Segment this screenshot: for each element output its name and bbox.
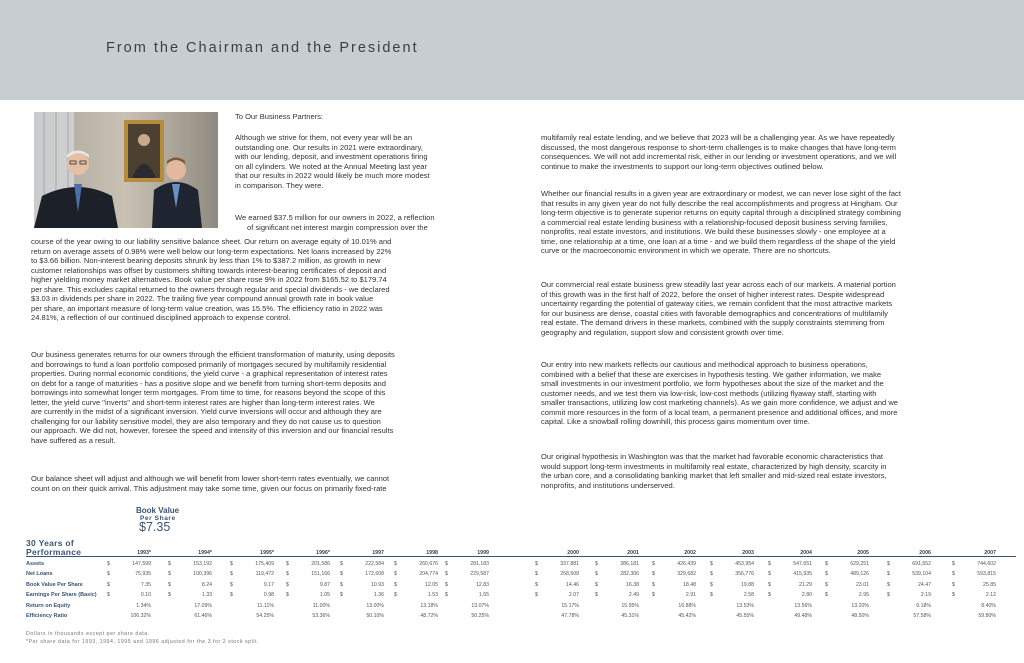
table-cell: 12.05: [425, 582, 438, 588]
dollar-sign: $: [535, 592, 538, 598]
table-cell: 744,602: [977, 561, 996, 567]
letter-paragraph-2: [31, 237, 501, 323]
table-cell: 282,306: [620, 571, 639, 577]
row-label: Assets: [26, 561, 45, 567]
letter-line: that our results in 2022 would likely be much more modest: [235, 171, 430, 181]
table-cell: 7.35: [140, 582, 151, 588]
column-header: 2000: [567, 550, 579, 556]
table-cell: 337,881: [560, 561, 579, 567]
table-cell: 9.87: [319, 582, 330, 588]
dollar-sign: $: [394, 561, 397, 567]
dollar-sign: $: [887, 582, 890, 588]
table-cell: 48.72%: [420, 613, 438, 619]
letter-line: for our business are dense, coastal cities with favorable demographics and concentrations of multifamily: [541, 308, 888, 318]
table-cell: 13.00%: [366, 603, 384, 609]
dollar-sign: $: [230, 582, 233, 588]
executives-photo-illustration: [34, 112, 218, 228]
row-label: Efficiency Ratio: [26, 613, 68, 619]
dollar-sign: $: [952, 561, 955, 567]
dollar-sign: $: [652, 592, 655, 598]
letter-line: multifamily real estate lending, and we believe that 2023 will be a challenging year. As we have repeatedly: [541, 133, 895, 142]
table-cell: 229,587: [470, 571, 489, 577]
letter-paragraph-r1: [541, 133, 1011, 171]
table-cell: 21.29: [799, 582, 812, 588]
letter-line: count on on their quick arrival. This adjustment may take some time, given our focus on primarily fixed-rate: [31, 483, 387, 493]
book-value-label-line: Book Value: [136, 506, 180, 515]
dollar-sign: $: [652, 571, 655, 577]
table-cell: 151,166: [311, 571, 330, 577]
table-cell: 106.32%: [130, 613, 151, 619]
dollar-sign: $: [286, 592, 289, 598]
column-header: 2003: [742, 550, 754, 556]
letter-line: of this growth was in the first half of 2022, before the onset of higher interest rates. Despite widespread: [541, 289, 885, 299]
letter-line: Our entry into new markets reflects our cautious and methodical approach to business operations,: [541, 360, 868, 369]
column-header: 1994*: [198, 550, 212, 556]
dollar-sign: $: [595, 561, 598, 567]
letter-line: Whether our financial results in a given year are extraordinary or modest, we can never lose sight of the fact: [541, 189, 901, 198]
dollar-sign: $: [230, 592, 233, 598]
column-header: 1995*: [260, 550, 274, 556]
row-label: Net Loans: [26, 571, 53, 577]
letter-line: curve or the macroeconomic environment in which we operate. There are no shortcuts.: [541, 246, 831, 256]
dollar-sign: $: [394, 592, 397, 598]
table-cell: 175,409: [255, 561, 274, 567]
row-label: Book Value Per Share: [26, 582, 83, 588]
table-cell: 201,586: [311, 561, 330, 567]
letter-line: Although we strive for them, not every year will be an: [235, 133, 413, 142]
letter-line: of significant net interest margin compression over the: [247, 222, 428, 232]
table-cell: 204,774: [419, 571, 438, 577]
letter-line: would support long-term investments in multifamily real estate, characterized by high density, scarcity in: [541, 461, 887, 471]
table-cell: 15.17%: [561, 603, 579, 609]
table-cell: 0.10: [140, 592, 151, 598]
table-cell: 11.00%: [312, 603, 330, 609]
letter-line: nonprofits, and institutions underserved.: [541, 480, 675, 490]
table-cell: 2.80: [801, 592, 812, 598]
letter-line: Our business generates returns for our owners through the efficient transformation of maturity, using deposits: [31, 350, 395, 359]
table-cell: 11.11%: [257, 603, 274, 609]
table-cell: 2.07: [568, 592, 579, 598]
table-cell: 24.47: [918, 582, 931, 588]
table-cell: 15.95%: [621, 603, 639, 609]
letter-line: return on average assets of 0.98% were well below our long-term expectations. Net loans increased by 22%: [31, 246, 392, 256]
table-cell: 61.46%: [194, 613, 212, 619]
table-cell: 453,954: [735, 561, 754, 567]
table-cell: 2.91: [685, 592, 696, 598]
letter-line: higher yielding money market alternatives. Book value per share rose 9% in 2022 from $165.52 to $179.74: [31, 275, 387, 285]
dollar-sign: $: [710, 592, 713, 598]
dollar-sign: $: [535, 561, 538, 567]
table-cell: 10.93: [371, 582, 384, 588]
column-header: 1993*: [137, 550, 151, 556]
dollar-sign: $: [340, 561, 343, 567]
dollar-sign: $: [230, 561, 233, 567]
letter-line: challenging for our liability sensitive model, they are also temporary and they do not cause us to question: [31, 416, 381, 426]
dollar-sign: $: [710, 561, 713, 567]
dollar-sign: $: [652, 582, 655, 588]
table-cell: 119,472: [255, 571, 274, 577]
book-value-label-line: Per Share: [140, 515, 176, 522]
column-header: 2005: [857, 550, 869, 556]
dollar-sign: $: [535, 571, 538, 577]
dollar-sign: $: [394, 582, 397, 588]
table-title-line: 30 Years of: [26, 538, 75, 548]
page-title: From the Chairman and the President: [106, 40, 419, 56]
column-header: 2001: [627, 550, 639, 556]
letter-line: properties. During normal economic conditions, the yield curve - a graphical representation of interest rates: [31, 369, 388, 379]
table-cell: 17.09%: [194, 603, 212, 609]
letter-paragraph-r2: [541, 189, 1011, 256]
letter-line: commit more resources in the form of a local team, a permanent presence and additional offices, and more: [541, 407, 898, 417]
letter-paragraph-1: [235, 133, 495, 190]
table-cell: 8.24: [201, 582, 212, 588]
dollar-sign: $: [535, 582, 538, 588]
letter-line: smaller transactions, utilizing low cost marketing channels). As we gain more confidence, we adjust and we: [541, 398, 898, 408]
letter-line: small investments in our investment portfolio, we form hypotheses about the size of the market and the: [541, 379, 884, 389]
table-cell: 14.46: [566, 582, 579, 588]
table-cell: 13.07%: [471, 603, 489, 609]
letter-salutation: To Our Business Partners:: [235, 112, 324, 121]
table-cell: 50.10%: [366, 613, 384, 619]
dollar-sign: $: [168, 592, 171, 598]
letter-line: with our lending, deposit, and investment operations firing: [235, 152, 428, 162]
dollar-sign: $: [107, 592, 110, 598]
column-header: 2007: [984, 550, 996, 556]
table-cell: 1.34%: [136, 603, 151, 609]
table-cell: 9.17: [263, 582, 274, 588]
letter-line: in comparison. They were.: [235, 180, 324, 190]
dollar-sign: $: [887, 592, 890, 598]
letter-line: to $3.66 billion. Non-interest bearing deposits shrunk by less than 1% to $387.2 million, as growth in new: [31, 256, 381, 266]
row-label: Earnings Per Share (Basic): [26, 592, 97, 598]
dollar-sign: $: [710, 571, 713, 577]
table-cell: 547,651: [793, 561, 812, 567]
table-cell: 54.25%: [256, 613, 274, 619]
letter-line: long-term objective is to generate superior returns on equity capital through a disciplined strategy combining: [541, 208, 901, 218]
dollar-sign: $: [768, 582, 771, 588]
table-cell: 2.12: [985, 592, 996, 598]
letter-line: Our original hypothesis in Washington was that the market had favorable economic characteristics that: [541, 452, 884, 461]
letter-paragraph-4: [31, 474, 501, 493]
table-cell: 1.53: [427, 592, 438, 598]
table-cell: 2.95: [858, 592, 869, 598]
table-cell: 2.19: [920, 592, 931, 598]
letter-line: real estate. The demand drivers in these markets, combined with the supply constraints stemming from: [541, 318, 885, 328]
table-cell: 45.42%: [678, 613, 696, 619]
dollar-sign: $: [768, 592, 771, 598]
table-cell: 13.56%: [794, 603, 812, 609]
executives-photo: [34, 112, 218, 228]
dollar-sign: $: [394, 571, 397, 577]
dollar-sign: $: [652, 561, 655, 567]
table-cell: 100,396: [193, 571, 212, 577]
letter-line: combined with a belief that these are exercises in hypothesis testing. We gather information, we make: [541, 369, 882, 379]
letter-paragraph-r5: [541, 452, 1011, 490]
letter-line: borrowings into somewhat longer term mortgages. From time to time, for reasons beyond the scope of this: [31, 388, 386, 398]
dollar-sign: $: [286, 561, 289, 567]
dollar-sign: $: [286, 571, 289, 577]
dollar-sign: $: [168, 571, 171, 577]
table-cell: 23.01: [856, 582, 869, 588]
letter-line: customer needs, and we test them via low-risk, low-cost methods (utilizing flyaway staff, starting with: [541, 388, 877, 398]
dollar-sign: $: [340, 592, 343, 598]
letter-line: customer relationships was offset by customers shifting towards interest-bearing certificates of deposit and: [31, 265, 387, 275]
dollar-sign: $: [595, 571, 598, 577]
table-cell: 629,251: [850, 561, 869, 567]
table-cell: 489,126: [850, 571, 869, 577]
table-cell: 75,935: [135, 571, 151, 577]
letter-line: letter, the yield curve "inverts" and short-term interest rates are higher than long-term interest rates. We: [31, 397, 375, 407]
table-footnote: *Per share data for 1993, 1994, 1995 and 1996 adjusted for the 3 for 2 stock split.: [26, 639, 259, 645]
table-cell: 12.83: [476, 582, 489, 588]
table-cell: 50.25%: [471, 613, 489, 619]
dollar-sign: $: [825, 592, 828, 598]
dollar-sign: $: [595, 592, 598, 598]
dollar-sign: $: [286, 582, 289, 588]
letter-line: Our balance sheet will adjust and although we will benefit from lower short-term rates eventually, we cannot: [31, 474, 390, 483]
table-cell: 147,599: [132, 561, 151, 567]
dollar-sign: $: [952, 571, 955, 577]
dollar-sign: $: [340, 582, 343, 588]
dollar-sign: $: [230, 571, 233, 577]
letter-line: $3.03 in dividends per share in 2022. The trailing five year compound annual growth rate in book value: [31, 294, 374, 304]
column-header: 2004: [800, 550, 812, 556]
dollar-sign: $: [445, 561, 448, 567]
column-header: 2006: [919, 550, 931, 556]
row-label: Return on Equity: [26, 603, 71, 609]
dollar-sign: $: [168, 582, 171, 588]
dollar-sign: $: [710, 582, 713, 588]
table-cell: 16.38: [626, 582, 639, 588]
table-cell: 691,652: [912, 561, 931, 567]
table-cell: 268,508: [560, 571, 579, 577]
dollar-sign: $: [445, 582, 448, 588]
letter-line: our approach. We did not, however, foresee the speed and intensity of this inversion and our financial results: [31, 426, 394, 436]
dollar-sign: $: [952, 592, 955, 598]
dollar-sign: $: [595, 582, 598, 588]
table-cell: 539,104: [912, 571, 931, 577]
letter-paragraph-r4: [541, 360, 1011, 427]
letter-line: capital. Like a snowball rolling downhill, this process gains momentum over time.: [541, 417, 810, 427]
letter-line: are currently in the midst of a significant inversion. Yield curve inversions will occur and although they are: [31, 407, 382, 417]
table-cell: 1.36: [373, 592, 384, 598]
dollar-sign: $: [825, 571, 828, 577]
table-cell: 329,682: [677, 571, 696, 577]
dollar-sign: $: [445, 571, 448, 577]
column-header: 1996*: [316, 550, 330, 556]
table-cell: 45.31%: [621, 613, 639, 619]
table-cell: 57.58%: [913, 613, 931, 619]
dollar-sign: $: [768, 571, 771, 577]
column-header: 1998: [426, 550, 438, 556]
dollar-sign: $: [340, 571, 343, 577]
letter-line: that results in any given year do not fully describe the real accomplishments and progress at Hingham. Our: [541, 198, 898, 208]
table-body: [26, 506, 1016, 656]
table-cell: 16.88%: [678, 603, 696, 609]
table-cell: 153,192: [193, 561, 212, 567]
letter-line: Our commercial real estate business grew steadily last year across each of our markets. A material portion: [541, 280, 896, 289]
letter-line: course of the year owing to our liability sensitive balance sheet. Our return on average equity of 10.01% and: [31, 237, 392, 246]
column-header: 1999: [477, 550, 489, 556]
dollar-sign: $: [768, 561, 771, 567]
letter-line: uncertainty regarding the potential of gateway cities, we remain confident that the most attractive markets: [541, 299, 893, 309]
table-cell: 386,181: [620, 561, 639, 567]
table-cell: 415,935: [793, 571, 812, 577]
table-footnote: Dollars in thousands except per share data.: [26, 631, 150, 637]
table-cell: 8.40%: [981, 603, 996, 609]
letter-line: on debt for a range of maturities - has a positive slope and we benefit from turning short-term deposits and: [31, 378, 386, 388]
table-cell: 53.36%: [312, 613, 330, 619]
letter-line: We earned $37.5 million for our owners in 2022, a reflection: [235, 213, 435, 222]
table-cell: 1.65: [478, 592, 489, 598]
letter-paragraph-2-top: [235, 213, 495, 232]
table-cell: 47.78%: [561, 613, 579, 619]
letter-line: on all cylinders. We noted at the Annual Meeting last year: [235, 161, 427, 171]
dollar-sign: $: [952, 582, 955, 588]
table-cell: 13.53%: [736, 603, 754, 609]
letter-line: have suffered as a result.: [31, 435, 116, 445]
table-cell: 1.05: [319, 592, 330, 598]
table-cell: 426,439: [677, 561, 696, 567]
table-cell: 18.48: [683, 582, 696, 588]
dollar-sign: $: [887, 571, 890, 577]
letter-line: continue to make the investments to support our long-term objectives outlined below.: [541, 161, 824, 171]
book-value-amount: $7.35: [139, 520, 171, 534]
table-cell: 260,676: [419, 561, 438, 567]
table-cell: 222,584: [365, 561, 384, 567]
letter-line: per share. This excludes capital returned to the owners through regular and special dividends - we declared: [31, 284, 390, 294]
table-cell: 48.50%: [851, 613, 869, 619]
table-cell: 593,815: [977, 571, 996, 577]
table-cell: 49.48%: [794, 613, 812, 619]
letter-line: consequences. We will not add incremental risk, either in our lending or investment operations, and we will: [541, 152, 897, 162]
page-header: [0, 0, 1024, 100]
performance-table: [26, 506, 1016, 656]
table-cell: 25.85: [983, 582, 996, 588]
table-cell: 356,776: [735, 571, 754, 577]
table-cell: 13.18%: [420, 603, 438, 609]
table-cell: 45.55%: [736, 613, 754, 619]
letter-line: nonprofits, real estate investors, and institutions. We build these businesses slowly - one employee at a: [541, 227, 886, 237]
letter-paragraph-3: [31, 350, 501, 445]
letter-line: the urban core, and a consolidating banking market that left smaller and mid-sized real estate investors,: [541, 471, 887, 481]
table-cell: 19.88: [741, 582, 754, 588]
dollar-sign: $: [107, 582, 110, 588]
dollar-sign: $: [107, 571, 110, 577]
table-cell: 2.58: [743, 592, 754, 598]
letter-line: discussed, the most dangerous response to short-term challenges is to make changes that have long-term: [541, 142, 896, 152]
table-title-line: Performance: [26, 546, 82, 557]
letter-line: per share, an important measure of long-term value creation, was 15.5%. The efficiency ratio in 2022 was: [31, 303, 383, 313]
letter-line: a commercial real estate lending business with a relationship-focused deposit business serving families,: [541, 217, 888, 227]
dollar-sign: $: [107, 561, 110, 567]
table-cell: 281,183: [470, 561, 489, 567]
table-cell: 13.20%: [851, 603, 869, 609]
table-cell: 0.98: [263, 592, 274, 598]
letter-line: outstanding one. Our results in 2021 were extraordinary,: [235, 142, 423, 152]
letter-line: time, one relationship at a time, one loan at a time - and we build them regardless of the shape of the yield: [541, 236, 896, 246]
letter-line: and borrowings to fund a loan portfolio composed primarily of mortgages secured by multifamily residential: [31, 359, 387, 369]
table-cell: 172,608: [365, 571, 384, 577]
dollar-sign: $: [825, 582, 828, 588]
letter-line: geography and regulation, support slow and consistent growth over time.: [541, 327, 784, 337]
table-cell: 9.18%: [916, 603, 931, 609]
column-header: 2002: [684, 550, 696, 556]
dollar-sign: $: [825, 561, 828, 567]
letter-line: 24.81%, a reflection of our continued disciplined approach to expense control.: [31, 313, 291, 323]
dollar-sign: $: [168, 561, 171, 567]
table-cell: 1.33: [201, 592, 212, 598]
table-cell: 2.49: [628, 592, 639, 598]
dollar-sign: $: [445, 592, 448, 598]
column-header: 1997: [372, 550, 384, 556]
table-cell: 59.80%: [978, 613, 996, 619]
dollar-sign: $: [887, 561, 890, 567]
letter-paragraph-r3: [541, 280, 1011, 337]
